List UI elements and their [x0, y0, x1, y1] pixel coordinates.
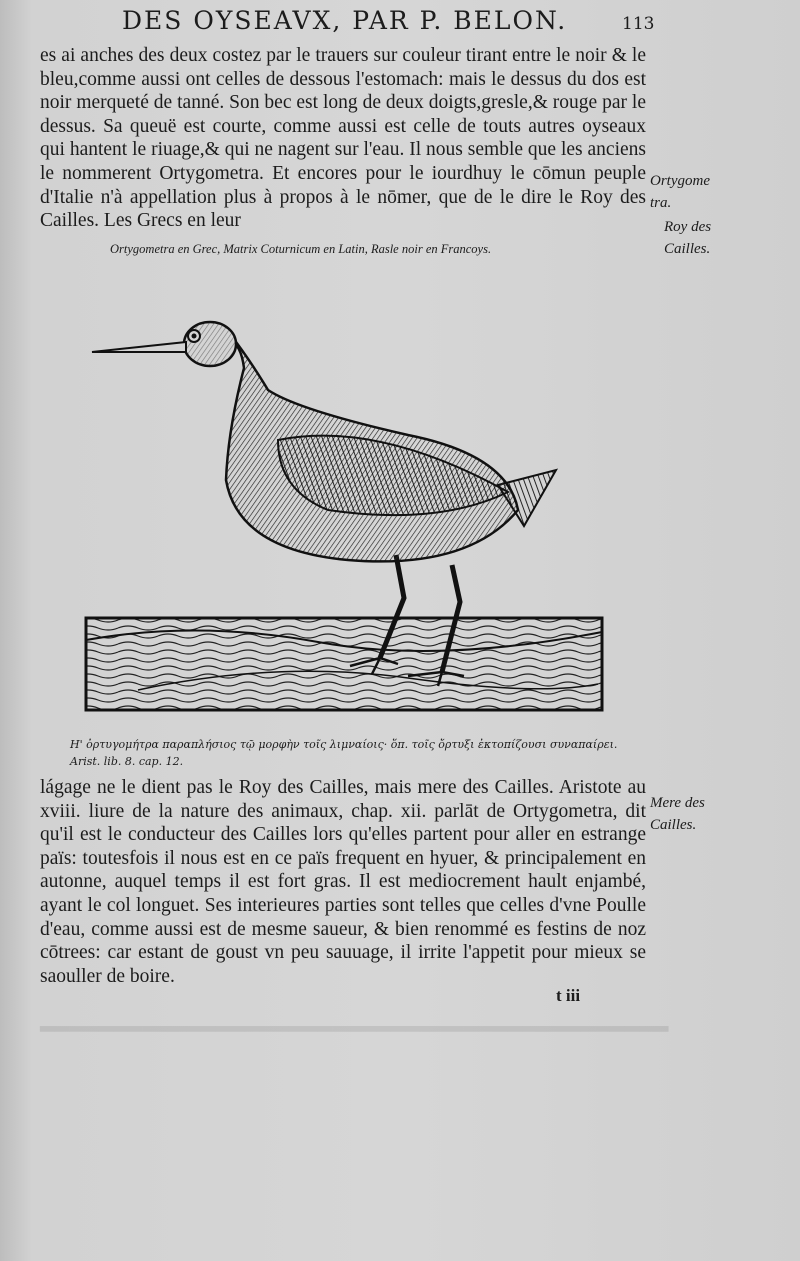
greek-quote-text: Η' ὀρτυγομήτρα παραπλήσιος τῷ μορφὴν τοῖς λιμναίοις· ὅπ. τοῖς ὄρτυξι ἐκτοπίζουσι συναπαίρει.: [70, 738, 618, 751]
marginal-note-ortygometra: [650, 170, 770, 214]
marginal-note-mere-des-cailles: [650, 792, 770, 836]
signature-mark: t iii: [556, 986, 581, 1005]
marginal-line: Ortygome: [650, 173, 710, 189]
marginal-line: tra.: [650, 195, 672, 211]
marginal-line: Roy des: [664, 219, 712, 235]
marginal-line: Mere des: [650, 795, 705, 811]
marginal-line: Cailles.: [664, 241, 711, 257]
greek-quotation: [70, 736, 630, 770]
body-text-upper: [40, 44, 646, 233]
marginal-note-roy-des-cailles: [664, 216, 784, 260]
paragraph: lágage ne le dient pas le Roy des Cailles, mais mere des Cailles. Aristote au xviii. liure de la nature des animaux, chap. xii. parlāt de Ortygometra, dit qu'il est le conducteur des Cailles lors qu'elles partent pour aller en estrange païs: toutesfois il nous est en ce païs frequent en hyuer, & principalement en autonne, auquel temps il est fort gras. Il est mediocrement hault enjambé, ayant le col longuet. Ses interieures parties sont telles que celles d'vne Poulle d'eau, comme aussi est de mesme saueur, & bien renommé es festins de noz cōtrees: car estant de goust vn peu sauuage, il irrite l'appetit pour mieux se saouller de boire.: [40, 777, 646, 987]
figure-caption: Ortygometra en Grec, Matrix Coturnicum en Latin, Rasle noir en Francoys.: [110, 242, 492, 256]
paragraph: es ai anches des deux costez par le trauers sur couleur tirant entre le noir & le bleu,comme aussi ont celles de dessous l'estomach: mais le dessus du dos est noir merqueté de tanné. Son bec est long de deux doigts,gresle,& rouge par le dessus. Sa queuë est courte, comme aussi est celle de touts autres oyseaux qui hantent le riuage,& qui ne nagent sur l'eau. Il nous semble que les anciens le nommerent Ortygometra. Et encores pour le iourdhuy le cōmun peuple d'Italie n'à appellation plus à propos à le nōmer, que de le dire le Roy des Cailles. Les Grecs en leur: [40, 45, 646, 232]
body-text-lower: [40, 776, 646, 988]
running-title: DES OYSEAVX, PAR P. BELON.: [122, 6, 568, 35]
marginal-line: Cailles.: [650, 817, 697, 833]
page-number: 113: [622, 14, 655, 34]
bird-woodcut-illustration: [78, 280, 618, 720]
greek-quote-source: Arist. lib. 8. cap. 12.: [70, 755, 184, 768]
reverse-show-through: ▂▂▂▂▂▂▂▂▂▂▂▂▂▂▂▂▂▂▂▂▂▂▂▂▂▂▂▂▂▂▂▂▂▂▂▂▂▂▂▂▂▂▂: [40, 1011, 669, 1032]
